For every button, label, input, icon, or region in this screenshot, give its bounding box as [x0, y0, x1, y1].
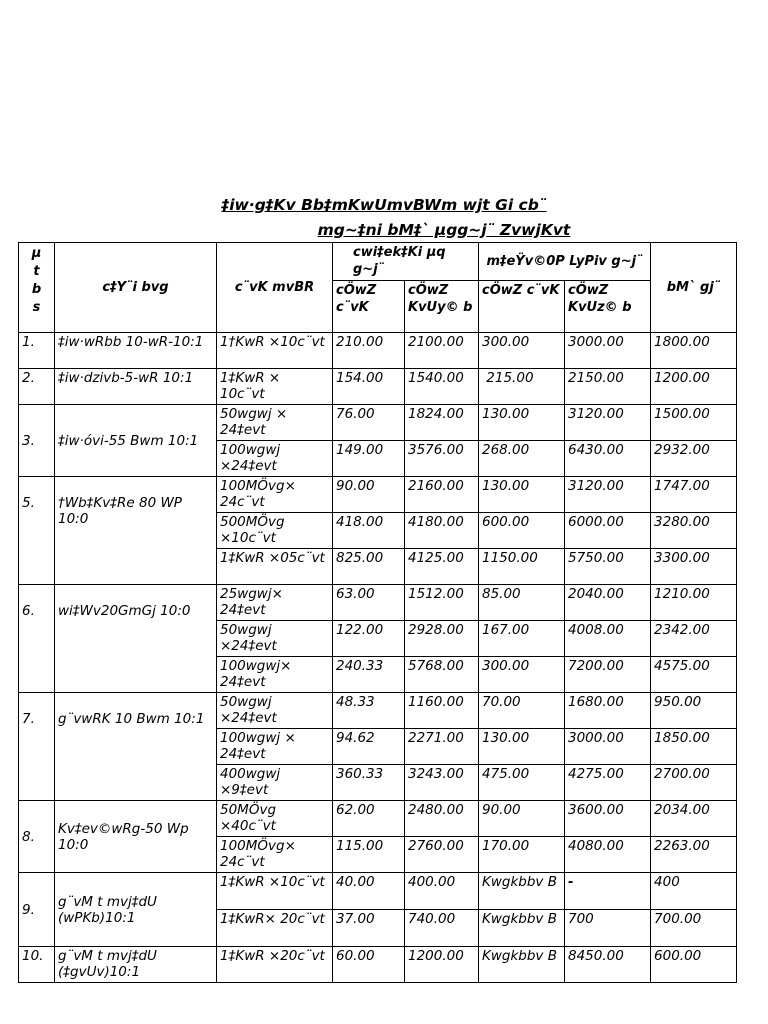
- cell-dist-carton: 1824.00: [405, 405, 479, 441]
- cell-retail-carton: 3000.00: [565, 729, 651, 765]
- cell-retail-carton: 7200.00: [565, 657, 651, 693]
- cell-retail-carton: 4008.00: [565, 621, 651, 657]
- cell-cash: 950.00: [651, 693, 737, 729]
- cell-cash: 1200.00: [651, 369, 737, 405]
- cell-pack: 1‡KwR ×10c¨vt: [217, 873, 333, 910]
- cell-product: g¨vwRK 10 Bwm 10:1: [55, 693, 217, 801]
- cell-cash: 3280.00: [651, 513, 737, 549]
- cell-retail-pack: 130.00: [479, 729, 565, 765]
- cell-retail-pack: 268.00: [479, 441, 565, 477]
- cell-dist-carton: 3243.00: [405, 765, 479, 801]
- cell-retail-pack: 90.00: [479, 801, 565, 837]
- cell-dist-pack: 149.00: [333, 441, 405, 477]
- cell-serial: 9.: [19, 873, 55, 947]
- cell-retail-pack: 170.00: [479, 837, 565, 873]
- cell-dist-carton: 4125.00: [405, 549, 479, 585]
- cell-pack: 100MÖvg× 24c¨vt: [217, 477, 333, 513]
- cell-dist-carton: 2928.00: [405, 621, 479, 657]
- cell-retail-pack: 1150.00: [479, 549, 565, 585]
- cell-pack: 50wgwj ×24‡evt: [217, 621, 333, 657]
- header-cash-price: bM` gj¨: [651, 243, 737, 333]
- cell-pack: 400wgwj ×9‡evt: [217, 765, 333, 801]
- cell-dist-pack: 360.33: [333, 765, 405, 801]
- cell-retail-carton: -: [565, 873, 651, 910]
- cell-retail-carton: 2150.00: [565, 369, 651, 405]
- table-row: [19, 477, 737, 513]
- cell-retail-carton: 3120.00: [565, 477, 651, 513]
- cell-serial: 1.: [19, 333, 55, 369]
- table-row: [19, 369, 737, 405]
- cell-retail-carton: 2040.00: [565, 585, 651, 621]
- cell-retail-carton: 1680.00: [565, 693, 651, 729]
- cell-pack: 1‡KwR× 20c¨vt: [217, 910, 333, 947]
- header-retail-price: m‡eŸv©0P LyPiv g~j¨: [479, 243, 651, 281]
- cell-dist-pack: 154.00: [333, 369, 405, 405]
- document-title-line2: mg~‡ni bM‡` µgg~j¨ ZvwjKvt: [317, 221, 571, 239]
- cell-product: g¨vM t mvj‡dU (wPKb)10:1: [55, 873, 217, 947]
- table-row: [19, 693, 737, 729]
- cell-pack: 50wgwj × 24‡evt: [217, 405, 333, 441]
- cell-retail-pack: 130.00: [479, 477, 565, 513]
- cell-retail-pack: 475.00: [479, 765, 565, 801]
- cell-dist-pack: 418.00: [333, 513, 405, 549]
- cell-cash: 2342.00: [651, 621, 737, 657]
- cell-serial: 6.: [19, 585, 55, 693]
- cell-cash: 1850.00: [651, 729, 737, 765]
- cell-dist-pack: 48.33: [333, 693, 405, 729]
- cell-retail-pack: Kwgkbbv B: [479, 910, 565, 947]
- cell-dist-carton: 2271.00: [405, 729, 479, 765]
- cell-pack: 1†KwR ×10c¨vt: [217, 333, 333, 369]
- table-row: [19, 801, 737, 837]
- cell-retail-carton: 6430.00: [565, 441, 651, 477]
- cell-pack: 25wgwj× 24‡evt: [217, 585, 333, 621]
- cell-retail-carton: 5750.00: [565, 549, 651, 585]
- cell-pack: 100wgwj × 24‡evt: [217, 729, 333, 765]
- cell-cash: 1800.00: [651, 333, 737, 369]
- cell-product: ‡iw·dzivb-5-wR 10:1: [55, 369, 217, 405]
- cell-dist-pack: 825.00: [333, 549, 405, 585]
- cell-cash: 1210.00: [651, 585, 737, 621]
- cell-retail-carton: 3600.00: [565, 801, 651, 837]
- cell-dist-carton: 1160.00: [405, 693, 479, 729]
- cell-dist-carton: 400.00: [405, 873, 479, 910]
- header-serial: [19, 243, 55, 333]
- header-dist-per-pack: cÖwZ c¨vK: [333, 281, 405, 333]
- cell-serial: 3.: [19, 405, 55, 477]
- price-list-table: [18, 242, 737, 983]
- table-row: [19, 333, 737, 369]
- cell-retail-carton: 4080.00: [565, 837, 651, 873]
- cell-serial: 7.: [19, 693, 55, 801]
- cell-dist-carton: 5768.00: [405, 657, 479, 693]
- cell-pack: 1‡KwR ×20c¨vt: [217, 947, 333, 983]
- cell-pack: 50MÖvg ×40c¨vt: [217, 801, 333, 837]
- cell-cash: 4575.00: [651, 657, 737, 693]
- cell-serial: 8.: [19, 801, 55, 873]
- cell-retail-pack: Kwgkbbv B: [479, 947, 565, 983]
- cell-cash: 1500.00: [651, 405, 737, 441]
- cell-retail-pack: 300.00: [479, 657, 565, 693]
- cell-dist-carton: 2480.00: [405, 801, 479, 837]
- cell-retail-pack: 167.00: [479, 621, 565, 657]
- header-retail-per-pack: cÖwZ c¨vK: [479, 281, 565, 333]
- header-retail-per-carton: cÖwZ KvUz© b: [565, 281, 651, 333]
- cell-dist-carton: 740.00: [405, 910, 479, 947]
- cell-retail-pack: 215.00: [479, 369, 565, 405]
- header-dist-per-carton: cÖwZ KvUy© b: [405, 281, 479, 333]
- cell-pack: 50wgwj ×24‡evt: [217, 693, 333, 729]
- header-product: c‡Y¨i bvg: [55, 243, 217, 333]
- cell-serial: 10.: [19, 947, 55, 983]
- cell-product: Kv‡ev©wRg-50 Wp 10:0: [55, 801, 217, 873]
- cell-product: ‡iw·óvi-55 Bwm 10:1: [55, 405, 217, 477]
- cell-retail-pack: 130.00: [479, 405, 565, 441]
- cell-retail-pack: Kwgkbbv B: [479, 873, 565, 910]
- cell-dist-carton: 2760.00: [405, 837, 479, 873]
- cell-dist-carton: 1512.00: [405, 585, 479, 621]
- cell-pack: 100wgwj× 24‡evt: [217, 657, 333, 693]
- cell-cash: 2263.00: [651, 837, 737, 873]
- cell-dist-carton: 4180.00: [405, 513, 479, 549]
- cell-serial: 5.: [19, 477, 55, 585]
- cell-serial: 2.: [19, 369, 55, 405]
- cell-product: ‡iw·wRbb 10-wR-10:1: [55, 333, 217, 369]
- cell-retail-carton: 3000.00: [565, 333, 651, 369]
- cell-product: g¨vM t mvj‡dU (‡gvUv)10:1: [55, 947, 217, 983]
- cell-pack: 1‡KwR ×05c¨vt: [217, 549, 333, 585]
- cell-pack: 500MÖvg ×10c¨vt: [217, 513, 333, 549]
- cell-dist-pack: 90.00: [333, 477, 405, 513]
- cell-dist-pack: 40.00: [333, 873, 405, 910]
- header-serial-text: µ t b s: [31, 246, 42, 315]
- cell-dist-carton: 1200.00: [405, 947, 479, 983]
- table-row: [19, 585, 737, 621]
- cell-cash: 700.00: [651, 910, 737, 947]
- cell-dist-carton: 1540.00: [405, 369, 479, 405]
- cell-dist-pack: 122.00: [333, 621, 405, 657]
- cell-retail-pack: 600.00: [479, 513, 565, 549]
- cell-dist-carton: 2160.00: [405, 477, 479, 513]
- cell-retail-carton: 700: [565, 910, 651, 947]
- cell-dist-carton: 3576.00: [405, 441, 479, 477]
- cell-dist-pack: 240.33: [333, 657, 405, 693]
- cell-pack: 100wgwj ×24‡evt: [217, 441, 333, 477]
- cell-pack: 1‡KwR × 10c¨vt: [217, 369, 333, 405]
- cell-retail-carton: 4275.00: [565, 765, 651, 801]
- table-row: [19, 947, 737, 983]
- cell-retail-pack: 85.00: [479, 585, 565, 621]
- cell-retail-carton: 3120.00: [565, 405, 651, 441]
- cell-retail-pack: 300.00: [479, 333, 565, 369]
- cell-dist-pack: 37.00: [333, 910, 405, 947]
- table-row: [19, 405, 737, 441]
- cell-dist-carton: 2100.00: [405, 333, 479, 369]
- cell-dist-pack: 210.00: [333, 333, 405, 369]
- cell-dist-pack: 115.00: [333, 837, 405, 873]
- cell-product: wi‡Wv20GmGj 10:0: [55, 585, 217, 693]
- cell-dist-pack: 60.00: [333, 947, 405, 983]
- cell-cash: 2034.00: [651, 801, 737, 837]
- cell-cash: 600.00: [651, 947, 737, 983]
- cell-dist-pack: 94.62: [333, 729, 405, 765]
- cell-dist-pack: 76.00: [333, 405, 405, 441]
- cell-cash: 2932.00: [651, 441, 737, 477]
- cell-product: †Wb‡Kv‡Re 80 WP 10:0: [55, 477, 217, 585]
- cell-dist-pack: 62.00: [333, 801, 405, 837]
- cell-cash: 1747.00: [651, 477, 737, 513]
- cell-cash: 3300.00: [651, 549, 737, 585]
- cell-cash: 2700.00: [651, 765, 737, 801]
- table-row: [19, 873, 737, 910]
- cell-retail-carton: 8450.00: [565, 947, 651, 983]
- cell-retail-pack: 70.00: [479, 693, 565, 729]
- header-distributor-price: cwi‡ek‡Ki µq g~j¨: [333, 243, 479, 281]
- header-pack-size: c¨vK mvBR: [217, 243, 333, 333]
- cell-pack: 100MÖvg× 24c¨vt: [217, 837, 333, 873]
- cell-cash: 400: [651, 873, 737, 910]
- document-title-line1: ‡iw·g‡Kv Bb‡mKwUmvBWm wjt Gi cb¨: [221, 196, 547, 214]
- cell-retail-carton: 6000.00: [565, 513, 651, 549]
- cell-dist-pack: 63.00: [333, 585, 405, 621]
